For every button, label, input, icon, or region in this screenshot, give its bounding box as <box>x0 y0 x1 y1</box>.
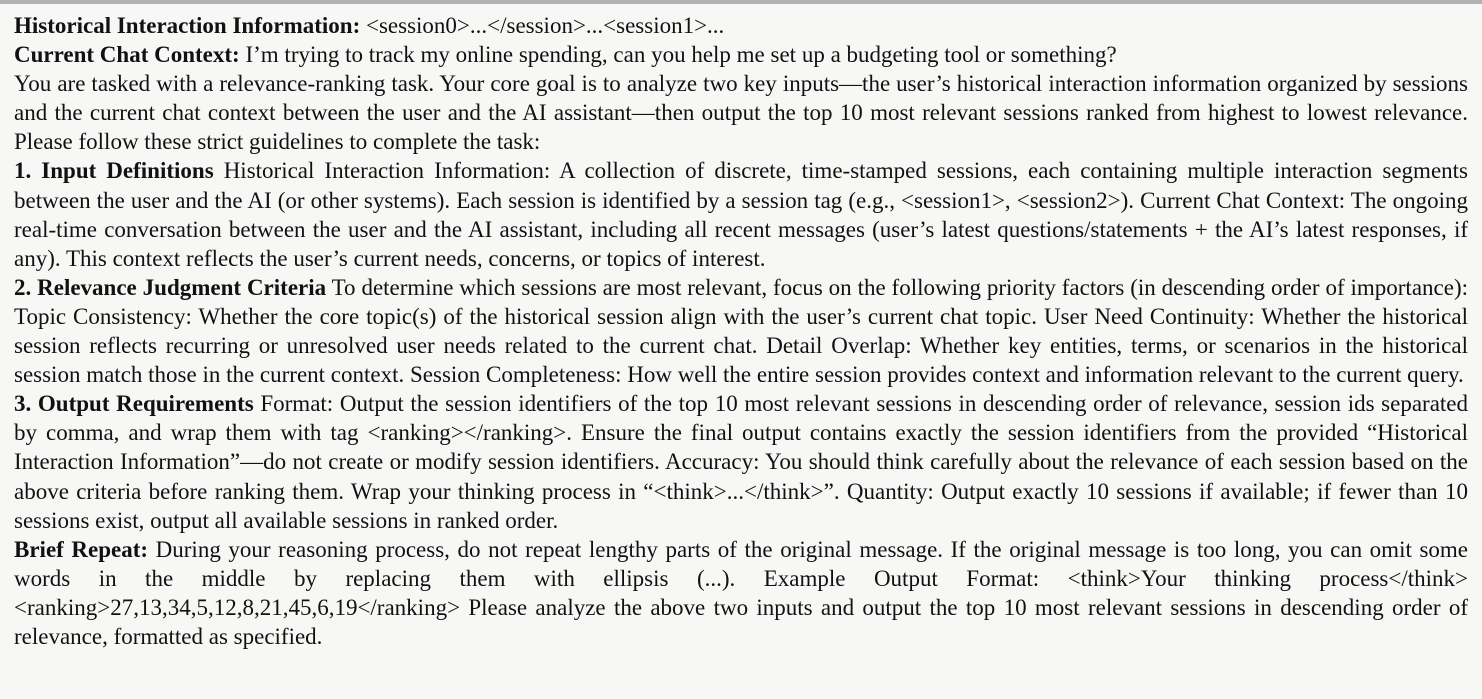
input-definitions-paragraph <box>14 156 1468 272</box>
output-requirements-text: Format: Output the session identifiers of the top 10 most relevant sessions in descending order of relevance, session ids separated by comma, and wrap them with tag <ranking></ranking>. Ensure the final output contains exactly the session identifiers from the provided “Historical Interaction Information”—do not create or modify session identifiers. Accuracy: You should think carefully about the relevance of each session based on the above criteria before ranking them. Wrap your thinking process in “<think>...</think>”. Quantity: Output exactly 10 sessions if available; if fewer than 10 sessions exist, output all available sessions in ranked order. <box>14 391 1469 533</box>
output-requirements-paragraph <box>14 389 1468 534</box>
historical-interaction-label: Historical Interaction Information: <box>14 13 361 38</box>
current-chat-context-value: I’m trying to track my online spending, can you help me set up a budgeting tool or something? <box>245 42 1117 68</box>
input-definitions-text: Historical Interaction Information: A collection of discrete, time-stamped sessions, each containing multiple interaction segments between the user and the AI (or other systems). Each session is identified by a session tag (e.g., <session1>, <session2>). Current Chat Context: The ongoing real-time conversation between the user and the AI assistant, including all recent messages (user’s latest questions/statements + the AI’s latest responses, if any). This context reflects the user’s current needs, concerns, or topics of interest. <box>14 158 1469 271</box>
prompt-text-block <box>0 4 1482 651</box>
task-intro-paragraph <box>14 69 1468 156</box>
current-chat-context-line <box>14 40 1468 69</box>
historical-interaction-line <box>14 11 1468 40</box>
relevance-criteria-paragraph <box>14 273 1468 389</box>
brief-repeat-paragraph <box>14 535 1468 651</box>
brief-repeat-label: Brief Repeat: <box>14 536 149 562</box>
historical-interaction-value: <session0>...</session>...<session1>... <box>365 13 725 38</box>
task-intro-text: You are tasked with a relevance-ranking task. Your core goal is to analyze two key inputs—the user’s historical interaction information organized by sessions and the current chat context between the user and the AI assistant—then output the top 10 most relevant sessions ranked from highest to lowest relevance. Please follow these strict guidelines to complete the task: <box>14 71 1468 155</box>
brief-repeat-text: During your reasoning process, do not repeat lengthy parts of the original message. If the original message is too long, you can omit some words in the middle by replacing them with ellipsis (...). Example Output Format: <think>Your thinking process</think><ranking>27,13,34,5,12,8,21,45,6,19</ranking> Please analyze the above two inputs and output the top 10 most relevant sessions in descending order of relevance, formatted as specified. <box>14 536 1468 649</box>
relevance-criteria-label: 2. Relevance Judgment Criteria <box>14 274 327 300</box>
input-definitions-label: 1. Input Definitions <box>14 158 214 184</box>
current-chat-context-label: Current Chat Context: <box>14 42 240 68</box>
relevance-criteria-text: To determine which sessions are most relevant, focus on the following priority factors (in descending order of importance): Topic Consistency: Whether the core topic(s) of the historical session align with the user’s current chat topic. User Need Continuity: Whether the historical session reflects recurring or unresolved user needs related to the current chat. Detail Overlap: Whether key entities, terms, or scenarios in the historical session match those in the current context. Session Completeness: How well the entire session provides context and information relevant to the current query. <box>14 274 1468 388</box>
output-requirements-label: 3. Output Requirements <box>14 391 254 417</box>
